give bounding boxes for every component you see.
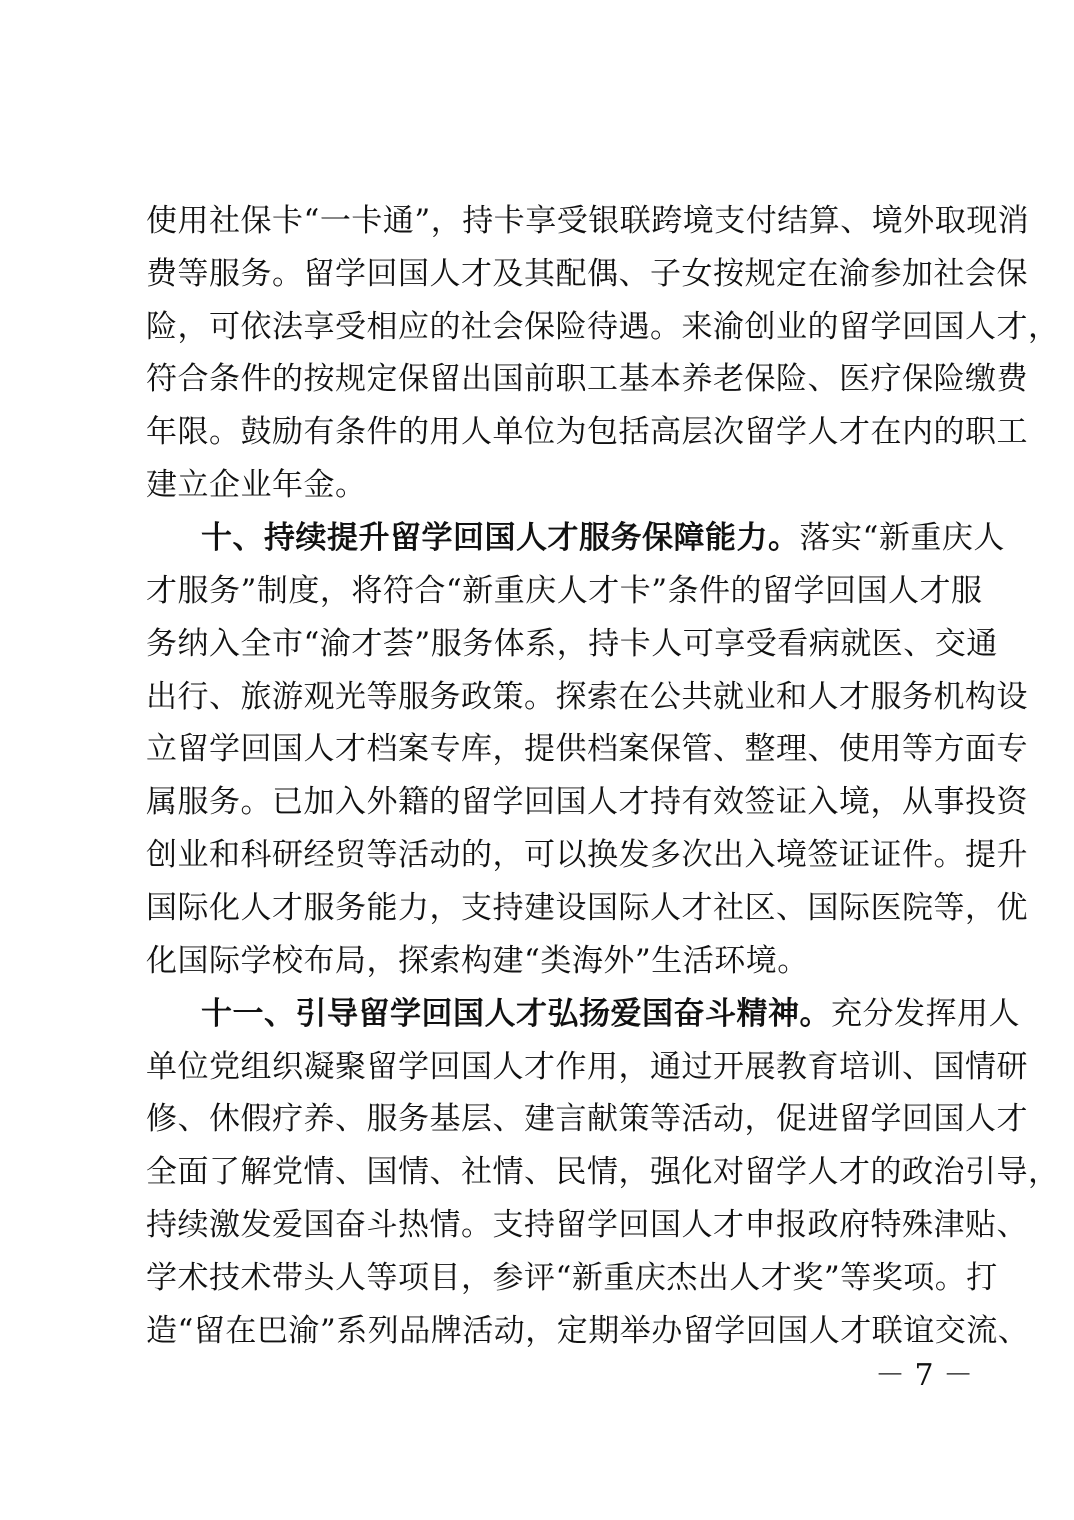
section-11-heading: 十一、引导留学回国人才弘扬爱国奋斗精神。 xyxy=(201,996,831,1032)
section-10-line-4: 出行、旅游观光等服务政策。探索在公共就业和人才服务机构设 xyxy=(146,679,1028,715)
section-11-line-6: 学术技术带头人等项目，参评“新重庆杰出人才奖”等奖项。打 xyxy=(146,1260,998,1296)
paragraph-1-line-1: 使用社保卡“一卡通”，持卡享受银联跨境支付结算、境外取现消 xyxy=(146,203,1030,239)
section-11-line-2: 单位党组织凝聚留学回国人才作用，通过开展教育培训、国情研 xyxy=(146,1049,1028,1085)
section-10-first-line-text: 落实“新重庆人 xyxy=(799,520,1005,556)
paragraph-1-line-3: 险，可依法享受相应的社会保险待遇。来渝创业的留学回国人才， xyxy=(146,309,1060,345)
section-11-line-5: 持续激发爱国奋斗热情。支持留学回国人才申报政府特殊津贴、 xyxy=(146,1207,1028,1243)
page-number: － 7 － xyxy=(875,1358,974,1393)
section-10-line-6: 属服务。已加入外籍的留学回国人才持有效签证入境，从事投资 xyxy=(146,784,1028,820)
section-11-line-7: 造“留在巴渝”系列品牌活动，定期举办留学回国人才联谊交流、 xyxy=(146,1313,1030,1349)
section-10-line-9: 化国际学校布局，探索构建“类海外”生活环境。 xyxy=(146,943,809,979)
section-10-line-7: 创业和科研经贸等活动的，可以换发多次出入境签证证件。提升 xyxy=(146,837,1028,873)
paragraph-1-line-5: 年限。鼓励有条件的用人单位为包括高层次留学人才在内的职工 xyxy=(146,414,1028,450)
section-11-line-3: 修、休假疗养、服务基层、建言献策等活动，促进留学回国人才 xyxy=(146,1101,1028,1137)
section-11-first-line-text: 充分发挥用人 xyxy=(831,996,1020,1032)
section-10-line-3: 务纳入全市“渝才荟”服务体系，持卡人可享受看病就医、交通 xyxy=(146,626,998,662)
section-11-first-line xyxy=(201,994,1020,1034)
section-10-line-8: 国际化人才服务能力，支持建设国际人才社区、国际医院等，优 xyxy=(146,890,1028,926)
section-11-line-4: 全面了解党情、国情、社情、民情，强化对留学人才的政治引导， xyxy=(146,1154,1060,1190)
paragraph-1-line-2: 费等服务。留学回国人才及其配偶、子女按规定在渝参加社会保 xyxy=(146,256,1028,292)
section-10-line-2: 才服务”制度，将符合“新重庆人才卡”条件的留学回国人才服 xyxy=(146,573,983,609)
section-10-line-5: 立留学回国人才档案专库，提供档案保管、整理、使用等方面专 xyxy=(146,731,1028,767)
paragraph-1-line-6: 建立企业年金。 xyxy=(146,467,367,503)
section-10-first-line xyxy=(201,518,1005,558)
paragraph-1-line-4: 符合条件的按规定保留出国前职工基本养老保险、医疗保险缴费 xyxy=(146,361,1028,397)
section-10-heading: 十、持续提升留学回国人才服务保障能力。 xyxy=(201,520,800,556)
